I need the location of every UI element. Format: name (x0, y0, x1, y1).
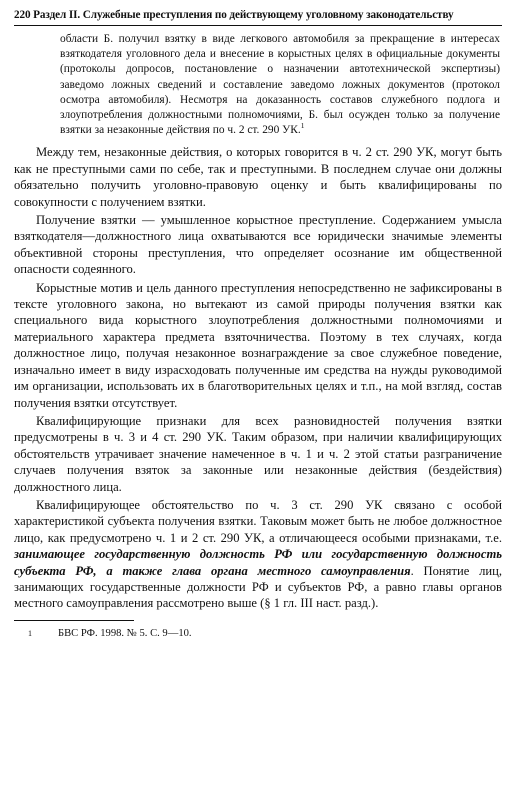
header-rule (14, 25, 502, 26)
case-example-text: области Б. получил взятку в виде легкового автомобиля за прекращение в интересах взяткодателя уголовного дела и внесение в корыстных целях в официальные документы (протоколы допросов, постановление о назначении автотехнической экспертизы) заведомо ложных сведений и составление заведомо ложных документов (протокол осмотра автомобиля). Несмотря на доказанность составов служебного подлога и злоупотребления должностными полномочиями, Б. был осужден только за получение взятки за незаконные действия по ч. 2 ст. 290 УК. (60, 33, 500, 137)
footnote-reference: 1 (300, 121, 305, 131)
paragraph-text: Квалифицирующее обстоятельство по ч. 3 ст. 290 УК связано с особой характеристикой субъекта получения взятки. Таковым может быть не любое должностное лицо, как предусмотрено ч. 1 и 2 ст. 290 УК, а отличающееся особыми признаками, т.е. (14, 497, 502, 545)
emphasized-text: занимающее государственную должность РФ или государственную должность субъекта РФ, а также глава органа местного самоуправления (14, 547, 502, 578)
paragraph: Между тем, незаконные действия, о которых говорится в ч. 2 ст. 290 УК, могут быть как не преступными сами по себе, так и преступными. В последнем случае они должны обязательно получить уголовно-правовую оценку и быть квалифицированы по совокупности с получением взятки. (14, 145, 502, 209)
main-text (14, 144, 502, 611)
paragraph: Получение взятки — умышленное корыстное преступление. Содержанием умысла взяткодателя—должностного лица охватываются все юридически значимые элементы объективной стороны преступления, что определяет осознание им общественной опасности содеянного. (14, 213, 502, 277)
running-header: 220 Раздел II. Служебные преступления по действующему уголовному законодательству (14, 9, 454, 21)
case-example-block (60, 32, 500, 138)
paragraph: Квалифицирующие признаки для всех разновидностей получения взятки предусмотрены в ч. 3 и 4 ст. 290 УК. Таким образом, при наличии квалифицирующих обстоятельств утрачивает значение намеченное в ч. 1 и ч. 2 этой статьи разграничение случаев получения взяток за законные или незаконные действия (бездействия) должностного лица. (14, 413, 502, 494)
paragraph-text: . Понятие лиц, занимающих государственные должности РФ и субъектов РФ, а равно главы органов местного самоуправления рассмотрено выше (§ 1 гл. III наст. разд.). (14, 563, 502, 611)
footnote-number: 1 (28, 628, 32, 638)
footnote-rule (14, 620, 134, 621)
paragraph: Корыстные мотив и цель данного преступления непосредственно не зафиксированы в тексте уголовного закона, но вытекают из самой природы получения взятки как специального вида корыстного злоупотребления должностными полномочиями и материального характера предмета взяточничества. Поэтому в тех случаях, когда должностное лицо, получая незаконное вознаграждение за свое служебное поведение, изначально имеет в виду израсходовать полученные им средства на нужды руководимой им организации, использовать их в благотворительных целях и т.п., на мой взгляд, состав получения взятки отсутствует. (14, 280, 502, 410)
paragraph-qualifying-subject (14, 497, 502, 612)
footnote (28, 627, 502, 641)
book-page (14, 8, 502, 641)
footnote-text: БВС РФ. 1998. № 5. С. 9—10. (58, 627, 192, 639)
